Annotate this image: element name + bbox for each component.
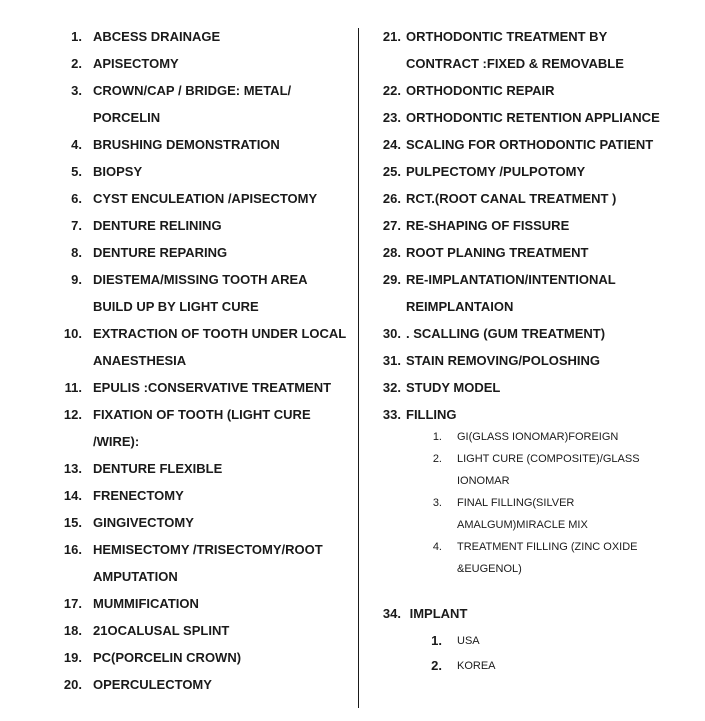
list-text: ORTHODONTIC RETENTION APPLIANCE — [406, 110, 660, 125]
list-text: CONTRACT :FIXED & REMOVABLE — [406, 56, 624, 71]
list-text: CYST ENCULEATION /APISECTOMY — [93, 191, 318, 206]
list-text: FIXATION OF TOOTH (LIGHT CURE — [93, 407, 311, 422]
list-text: ORTHODONTIC REPAIR — [406, 83, 555, 98]
list-text: EXTRACTION OF TOOTH UNDER LOCAL — [93, 326, 347, 341]
list-text: FINAL FILLING(SILVER — [457, 497, 575, 509]
list-number: 21. — [382, 29, 401, 44]
list-number: 23. — [382, 110, 401, 125]
list-text: ROOT PLANING TREATMENT — [406, 245, 589, 260]
list-text: TREATMENT FILLING (ZINC OXIDE — [457, 541, 638, 553]
list-number: 11. — [64, 380, 82, 395]
list-text: DIESTEMA/MISSING TOOTH AREA — [93, 272, 308, 287]
list-number: 3. — [71, 83, 82, 98]
list-number: 13. — [63, 461, 82, 476]
list-text: USA — [457, 635, 480, 647]
list-text: BUILD UP BY LIGHT CURE — [93, 299, 259, 314]
list-number: 32. — [382, 380, 401, 395]
list-text: AMALGUM)MIRACLE MIX — [457, 519, 588, 531]
list-number: 27. — [382, 218, 401, 233]
list-text: SCALING FOR ORTHODONTIC PATIENT — [406, 137, 654, 152]
list-number: 24. — [382, 137, 401, 152]
list-number: 33. — [382, 407, 401, 422]
list-text: GI(GLASS IONOMAR)FOREIGN — [457, 431, 619, 443]
list-number: 29. — [382, 272, 401, 287]
list-number: 25. — [382, 164, 401, 179]
list-number: 5. — [71, 164, 82, 179]
list-text: &EUGENOL) — [457, 563, 522, 575]
list-number: 22. — [382, 83, 401, 98]
list-text: DENTURE RELINING — [93, 218, 222, 233]
list-number: 30. — [382, 326, 401, 341]
list-text: . SCALLING (GUM TREATMENT) — [406, 326, 606, 341]
list-number: 18. — [63, 623, 82, 638]
list-number: 3. — [432, 497, 442, 509]
list-text: PULPECTOMY /PULPOTOMY — [406, 164, 586, 179]
list-text: PORCELIN — [93, 110, 161, 125]
list-number: 2. — [431, 658, 442, 673]
list-text: CROWN/CAP / BRIDGE: METAL/ — [93, 83, 292, 98]
list-text: OPERCULECTOMY — [93, 677, 212, 692]
list-number: 16. — [63, 542, 82, 557]
list-text: RE-SHAPING OF FISSURE — [406, 218, 570, 233]
list-text: REIMPLANTAION — [406, 299, 514, 314]
list-number: 15. — [63, 515, 82, 530]
list-text: /WIRE): — [93, 434, 140, 449]
list-text: IMPLANT — [406, 606, 468, 621]
list-number: 19. — [63, 650, 82, 665]
list-text: RCT.(ROOT CANAL TREATMENT ) — [406, 191, 617, 206]
list-text: LIGHT CURE (COMPOSITE)/GLASS — [457, 453, 640, 465]
list-number: 17. — [63, 596, 82, 611]
list-text: EPULIS :CONSERVATIVE TREATMENT — [93, 380, 332, 395]
list-number: 12. — [63, 407, 82, 422]
list-number: 8. — [71, 245, 82, 260]
list-number: 9. — [71, 272, 82, 287]
list-text: DENTURE FLEXIBLE — [93, 461, 223, 476]
list-number: 1. — [71, 29, 82, 44]
list-text: GINGIVECTOMY — [93, 515, 194, 530]
column-divider — [358, 28, 359, 708]
list-number: 10. — [63, 326, 82, 341]
list-number: 20. — [63, 677, 82, 692]
list-number: 26. — [382, 191, 401, 206]
list-number: 1. — [431, 633, 442, 648]
list-number: 6. — [71, 191, 82, 206]
list-number: 2. — [71, 56, 82, 71]
list-text: RE-IMPLANTATION/INTENTIONAL — [406, 272, 616, 287]
list-text: ANAESTHESIA — [93, 353, 187, 368]
list-text: IONOMAR — [457, 475, 510, 487]
list-text: 21OCALUSAL SPLINT — [93, 623, 230, 638]
list-text: DENTURE REPARING — [93, 245, 228, 260]
list-text: AMPUTATION — [93, 569, 178, 584]
list-number: 1. — [432, 431, 442, 443]
list-number: 4. — [71, 137, 82, 152]
list-text: ABCESS DRAINAGE — [93, 29, 221, 44]
list-text: FILLING — [406, 407, 457, 422]
list-text: ORTHODONTIC TREATMENT BY — [406, 29, 608, 44]
list-text: STAIN REMOVING/POLOSHING — [406, 353, 601, 368]
list-text: PC(PORCELIN CROWN) — [93, 650, 242, 665]
list-number: 4. — [432, 541, 442, 553]
list-text: BIOPSY — [93, 164, 143, 179]
list-text: FRENECTOMY — [93, 488, 184, 503]
list-text: BRUSHING DEMONSTRATION — [93, 137, 280, 152]
list-text: HEMISECTOMY /TRISECTOMY/ROOT — [93, 542, 323, 557]
list-text: STUDY MODEL — [406, 380, 501, 395]
list-number: 28. — [382, 245, 401, 260]
list-number: 34. — [382, 606, 401, 621]
list-number: 14. — [63, 488, 82, 503]
list-number: 31. — [382, 353, 401, 368]
list-text: MUMMIFICATION — [93, 596, 199, 611]
list-text: APISECTOMY — [93, 56, 179, 71]
list-text: KOREA — [457, 660, 496, 672]
list-number: 2. — [432, 453, 442, 465]
list-number: 7. — [71, 218, 82, 233]
